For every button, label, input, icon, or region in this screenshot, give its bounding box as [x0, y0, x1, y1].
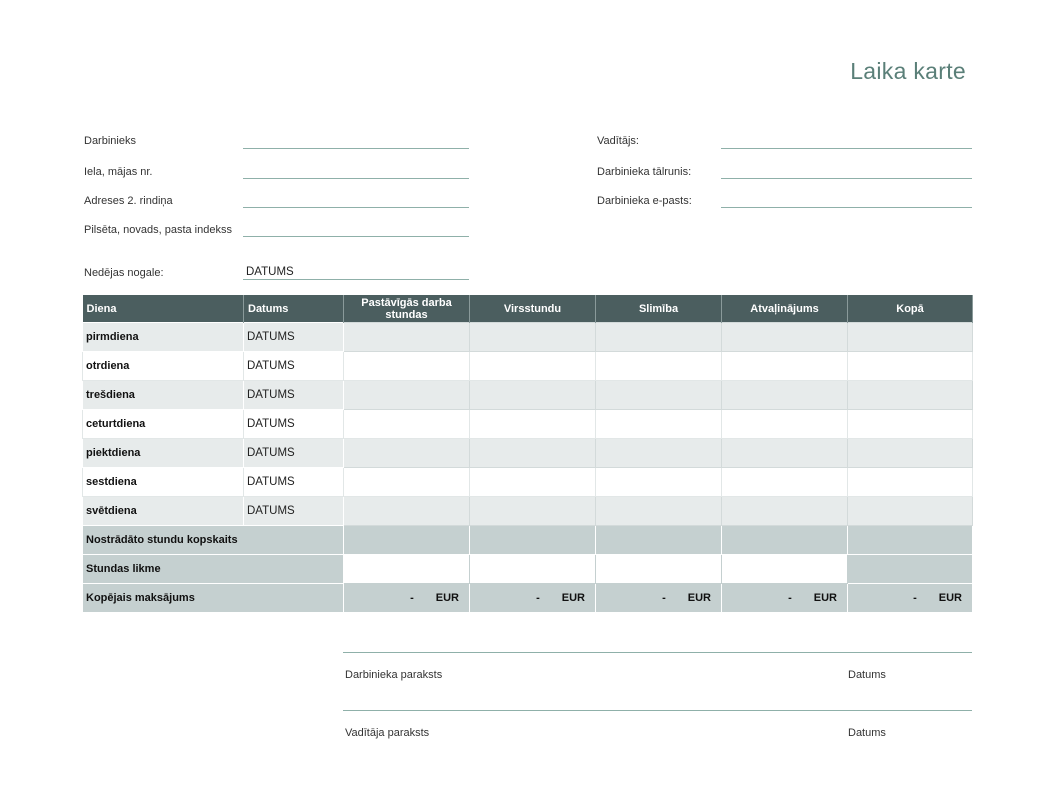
sick-cell[interactable]: [596, 468, 722, 497]
employee-signature-label: Darbinieka paraksts: [345, 669, 443, 681]
employee-field[interactable]: [243, 148, 469, 149]
rate-vacation-input[interactable]: [722, 555, 848, 584]
page-title: Laika karte: [850, 58, 966, 84]
week-end-value[interactable]: DATUMS: [246, 266, 294, 278]
regular-hours-cell[interactable]: [344, 497, 470, 526]
overtime-cell[interactable]: [470, 468, 596, 497]
rate-regular-input[interactable]: [344, 555, 470, 584]
address2-label: Adreses 2. rindiņa: [84, 195, 173, 207]
vacation-cell[interactable]: [722, 410, 848, 439]
pay-overtime: [470, 584, 596, 613]
week-end-label: Nedējas nogale:: [84, 267, 164, 279]
vacation-cell[interactable]: [722, 381, 848, 410]
total-cell[interactable]: [848, 352, 973, 381]
regular-hours-cell[interactable]: [344, 381, 470, 410]
day-date[interactable]: DATUMS: [244, 352, 344, 381]
currency: EUR: [938, 592, 962, 604]
day-name: svētdiena: [83, 497, 244, 526]
pay-value: -: [536, 592, 540, 604]
regular-hours-cell[interactable]: [344, 410, 470, 439]
header-sick: Slimība: [596, 295, 722, 323]
phone-field[interactable]: [721, 178, 972, 179]
rate-total: [848, 555, 973, 584]
header-row: [83, 295, 973, 323]
day-name: piektdiena: [83, 439, 244, 468]
email-field[interactable]: [721, 207, 972, 208]
day-date[interactable]: DATUMS: [244, 468, 344, 497]
manager-label: Vadītājs:: [597, 135, 639, 147]
pay-vacation: [722, 584, 848, 613]
week-end-field[interactable]: [243, 279, 469, 280]
header-vacation: Atvaļinājums: [722, 295, 848, 323]
header-date: Datums: [244, 295, 344, 323]
day-date[interactable]: DATUMS: [244, 497, 344, 526]
table-row: [83, 323, 973, 352]
currency: EUR: [813, 592, 837, 604]
pay-total: [848, 584, 973, 613]
day-date[interactable]: DATUMS: [244, 381, 344, 410]
employee-signature-line[interactable]: [343, 652, 972, 653]
total-regular-hours: [344, 526, 470, 555]
vacation-cell[interactable]: [722, 323, 848, 352]
street-field[interactable]: [243, 178, 469, 179]
sick-cell[interactable]: [596, 439, 722, 468]
total-cell[interactable]: [848, 381, 973, 410]
table-row: [83, 410, 973, 439]
total-sick: [596, 526, 722, 555]
employee-signature-date-label: Datums: [848, 669, 886, 681]
overtime-cell[interactable]: [470, 497, 596, 526]
day-name: otrdiena: [83, 352, 244, 381]
regular-hours-cell[interactable]: [344, 323, 470, 352]
overtime-cell[interactable]: [470, 410, 596, 439]
day-name: pirmdiena: [83, 323, 244, 352]
manager-signature-date-label: Datums: [848, 727, 886, 739]
currency: EUR: [561, 592, 585, 604]
table-row: [83, 352, 973, 381]
sick-cell[interactable]: [596, 323, 722, 352]
street-label: Iela, mājas nr.: [84, 166, 153, 178]
sick-cell[interactable]: [596, 497, 722, 526]
table-row: [83, 468, 973, 497]
total-pay-row: [83, 584, 973, 613]
manager-field[interactable]: [721, 148, 972, 149]
total-cell[interactable]: [848, 323, 973, 352]
rate-sick-input[interactable]: [596, 555, 722, 584]
table-row: [83, 497, 973, 526]
total-hours-row: [83, 526, 973, 555]
table-row: [83, 381, 973, 410]
sick-cell[interactable]: [596, 410, 722, 439]
rate-overtime-input[interactable]: [470, 555, 596, 584]
phone-label: Darbinieka tālrunis:: [597, 166, 692, 178]
address2-field[interactable]: [243, 207, 469, 208]
total-pay-label: Kopējais maksājums: [83, 584, 344, 613]
total-cell[interactable]: [848, 410, 973, 439]
pay-value: -: [913, 592, 917, 604]
pay-regular: [344, 584, 470, 613]
header-overtime: Virsstundu: [470, 295, 596, 323]
overtime-cell[interactable]: [470, 323, 596, 352]
sick-cell[interactable]: [596, 352, 722, 381]
regular-hours-cell[interactable]: [344, 439, 470, 468]
day-date[interactable]: DATUMS: [244, 410, 344, 439]
currency: EUR: [435, 592, 459, 604]
pay-value: -: [662, 592, 666, 604]
total-overtime: [470, 526, 596, 555]
day-name: sestdiena: [83, 468, 244, 497]
sick-cell[interactable]: [596, 381, 722, 410]
pay-value: -: [788, 592, 792, 604]
total-hours-label: Nostrādāto stundu kopskaits: [83, 526, 344, 555]
day-date[interactable]: DATUMS: [244, 323, 344, 352]
currency: EUR: [687, 592, 711, 604]
vacation-cell[interactable]: [722, 468, 848, 497]
vacation-cell[interactable]: [722, 352, 848, 381]
overtime-cell[interactable]: [470, 352, 596, 381]
day-date[interactable]: DATUMS: [244, 439, 344, 468]
total-cell[interactable]: [848, 439, 973, 468]
day-name: ceturtdiena: [83, 410, 244, 439]
city-label: Pilsēta, novads, pasta indekss: [84, 224, 232, 236]
total-cell[interactable]: [848, 497, 973, 526]
total-cell[interactable]: [848, 468, 973, 497]
regular-hours-cell[interactable]: [344, 468, 470, 497]
header-day: Diena: [83, 295, 244, 323]
pay-value: -: [410, 592, 414, 604]
timesheet-table: [82, 295, 973, 613]
overtime-cell[interactable]: [470, 439, 596, 468]
pay-sick: [596, 584, 722, 613]
header-total: Kopā: [848, 295, 973, 323]
total-vacation: [722, 526, 848, 555]
table-row: [83, 439, 973, 468]
email-label: Darbinieka e-pasts:: [597, 195, 692, 207]
regular-hours-cell[interactable]: [344, 352, 470, 381]
vacation-cell[interactable]: [722, 439, 848, 468]
manager-signature-line[interactable]: [343, 710, 972, 711]
employee-label: Darbinieks: [84, 135, 136, 147]
rate-label: Stundas likme: [83, 555, 344, 584]
day-name: trešdiena: [83, 381, 244, 410]
city-field[interactable]: [243, 236, 469, 237]
header-regular-hours: Pastāvīgās darba stundas: [344, 295, 470, 323]
manager-signature-label: Vadītāja paraksts: [345, 727, 430, 739]
vacation-cell[interactable]: [722, 497, 848, 526]
overtime-cell[interactable]: [470, 381, 596, 410]
total-total: [848, 526, 973, 555]
rate-row: [83, 555, 973, 584]
